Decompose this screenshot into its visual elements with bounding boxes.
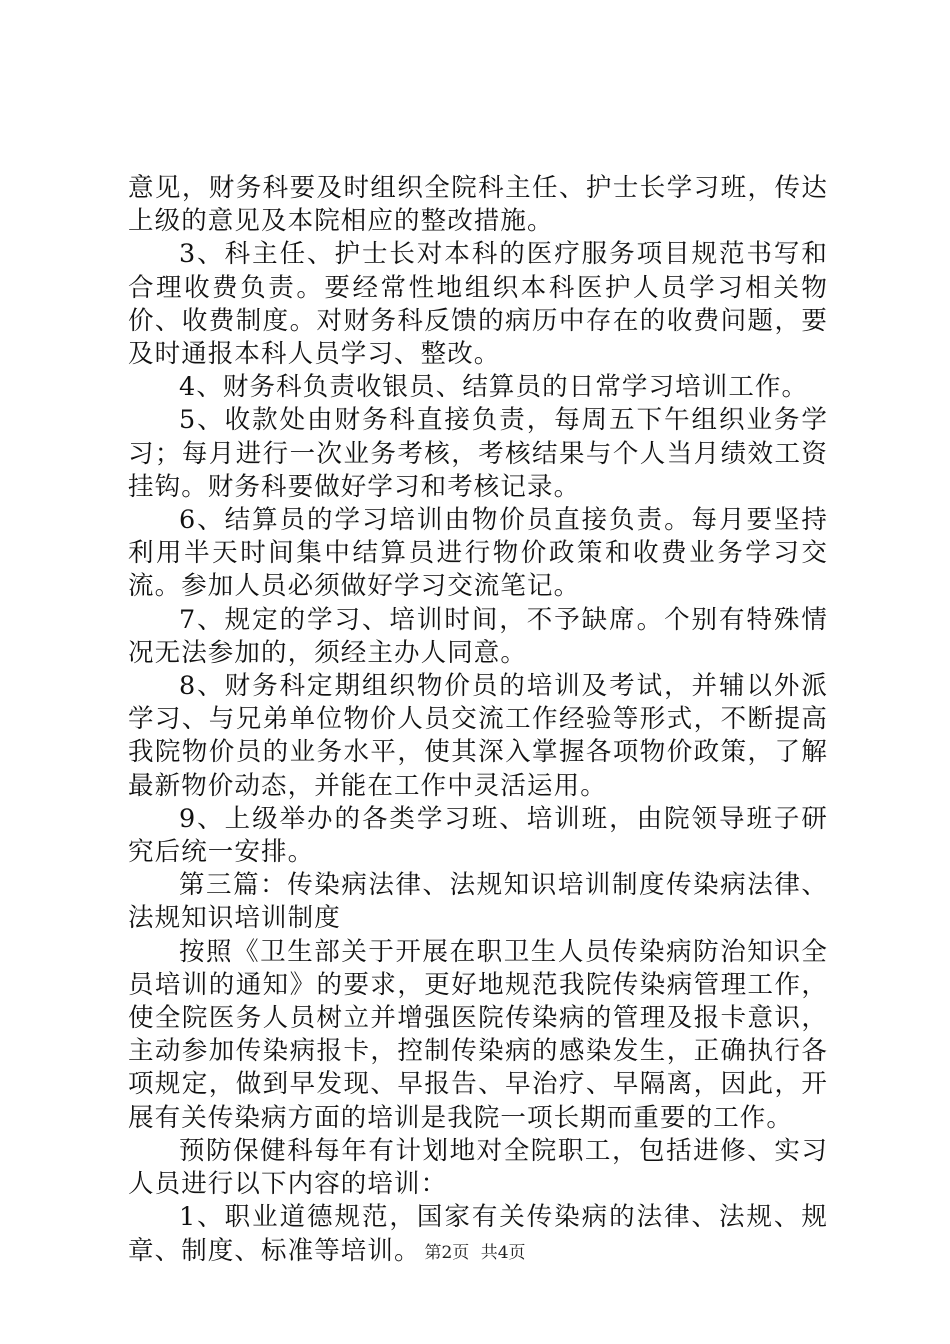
paragraph-7: 8、财务科定期组织物价员的培训及考试，并辅以外派学习、与兄弟单位物价人员交流工作经验等形式，不断提高我院物价员的业务水平，使其深入掌握各项物价政策，了解最新物价动态，并能在工作中灵活运用。 xyxy=(128,671,828,801)
paragraph-12: 1、职业道德规范，国家有关传染病的法律、法规、规章、制度、标准等培训。 xyxy=(128,1202,828,1266)
paragraph-1: 意见，财务科要及时组织全院科主任、护士长学习班，传达上级的意见及本院相应的整改措施。 xyxy=(128,173,828,237)
paragraph-5: 6、结算员的学习培训由物价员直接负责。每月要坚持利用半天时间集中结算员进行物价政策和收费业务学习交流。参加人员必须做好学习交流笔记。 xyxy=(128,505,828,602)
page-number: 第2页 xyxy=(424,1243,470,1263)
page-total: 共4页 xyxy=(480,1243,526,1263)
paragraph-11: 预防保健科每年有计划地对全院职工，包括进修、实习人员进行以下内容的培训： xyxy=(128,1135,828,1200)
section-heading: 第三篇：传染病法律、法规知识培训制度传染病法律、法规知识培训制度 xyxy=(128,870,828,934)
paragraph-6: 7、规定的学习、培训时间，不予缺席。个别有特殊情况无法参加的，须经主办人同意。 xyxy=(128,604,828,668)
paragraph-2: 3、科主任、护士长对本科的医疗服务项目规范书写和合理收费负责。要经常性地组织本科医护人员学习相关物价、收费制度。对财务科反馈的病历中存在的收费问题，要及时通报本科人员学习、整改。 xyxy=(128,239,828,370)
paragraph-4: 5、收款处由财务科直接负责，每周五下午组织业务学习；每月进行一次业务考核，考核结果与个人当月绩效工资挂钩。财务科要做好学习和考核记录。 xyxy=(128,405,828,502)
page-footer xyxy=(0,1242,950,1264)
document-body xyxy=(128,172,828,1268)
paragraph-10: 按照《卫生部关于开展在职卫生人员传染病防治知识全员培训的通知》的要求，更好地规范我院传染病管理工作，使全院医务人员树立并增强医院传染病的管理及报卡意识，主动参加传染病报卡，控制传染病的感染发生，正确执行各项规定，做到早发现、早报告、早治疗、早隔离，因此，开展有关传染病方面的培训是我院一项长期而重要的工作。 xyxy=(128,936,828,1133)
paragraph-8: 9、上级举办的各类学习班、培训班，由院领导班子研究后统一安排。 xyxy=(128,803,828,868)
paragraph-3: 4、财务科负责收银员、结算员的日常学习培训工作。 xyxy=(179,372,809,403)
